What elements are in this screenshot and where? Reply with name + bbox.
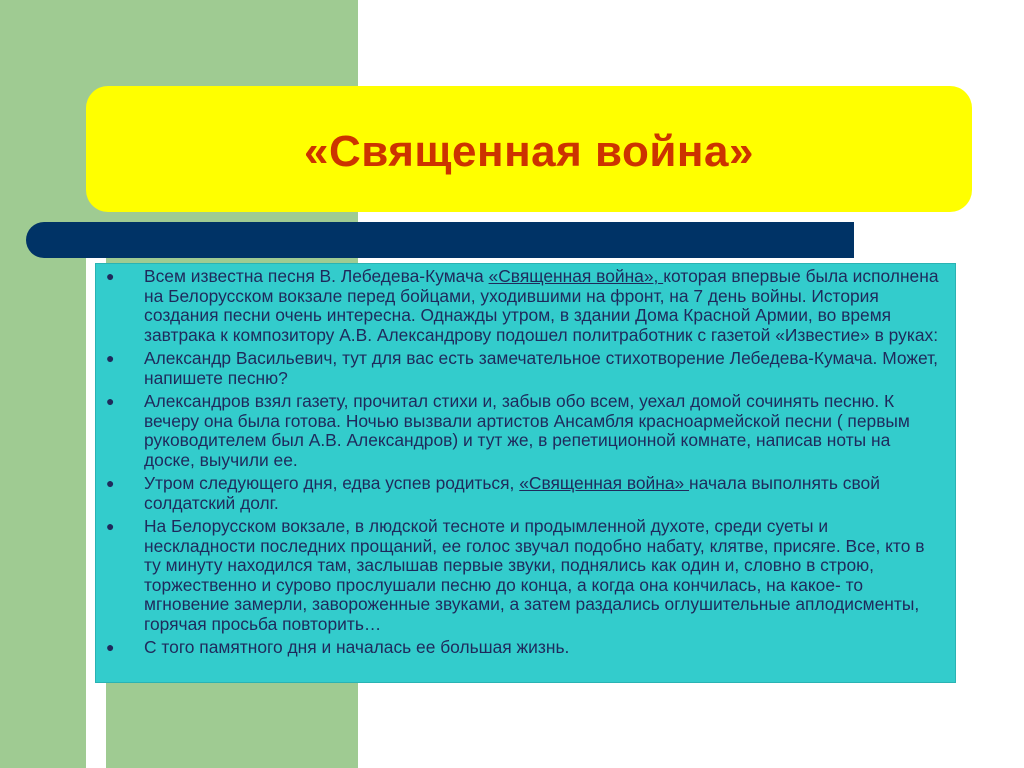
- navy-bar: [26, 222, 854, 258]
- paragraph-4-before: Утром следующего дня, едва успев родиться,: [144, 473, 520, 493]
- bullet-icon: ●: [106, 518, 115, 534]
- paragraph-2-text: Александр Васильевич, тут для вас есть замечательное стихотворение Лебедева-Кумача. Может, напишете песню?: [144, 348, 938, 388]
- bullet-item-5: [96, 517, 955, 634]
- bullet-list: [96, 267, 955, 662]
- bullet-item-3: [96, 392, 955, 470]
- paragraph-6-text: С того памятного дня и началась ее большая жизнь.: [144, 637, 570, 657]
- bullet-icon: ●: [106, 350, 115, 366]
- bullet-icon: ●: [106, 639, 115, 655]
- paragraph-1-after: которая впервые была исполнена на Белорусском вокзале перед бойцами, уходившими на фронт, на 7 день войны. История создания песни очень интересна. Однажды утром, в здании Дома Красной Армии, во время завтрака к композитору А.В. Александрову подошел политработник с газетой «Известие» в руках:: [144, 266, 939, 345]
- bullet-item-2: [96, 349, 955, 388]
- song-title-link[interactable]: «Священная война»,: [488, 266, 664, 286]
- slide-title: «Священная война»: [304, 127, 754, 176]
- paragraph-1-before: Всем известна песня В. Лебедева-Кумача: [144, 266, 489, 286]
- bullet-icon: ●: [106, 268, 115, 284]
- paragraph-5-text: На Белорусском вокзале, в людской тесноте и продымленной духоте, среди суеты и нескладности последних прощаний, ее голос звучал подобно набату, клятве, присяге. Все, кто в ту минуту находился там, заслышав первые звуки, поднялись как один и, словно в строю, торжественно и сурово прослушали песню до конца, а когда она кончилась, на какое- то мгновение замерли, завороженные звуками, а затем раздались оглушительные аплодисменты, горячая просьба повторить…: [144, 516, 925, 634]
- bullet-item-4: [96, 474, 955, 513]
- bullet-item-6: [96, 638, 955, 658]
- title-box: [86, 86, 972, 212]
- content-panel: [95, 263, 956, 683]
- song-title-link-2[interactable]: «Священная война»: [519, 473, 690, 493]
- bullet-icon: ●: [106, 393, 115, 409]
- bullet-item-1: [96, 267, 955, 345]
- paragraph-3-text: Александров взял газету, прочитал стихи и, забыв обо всем, уехал домой сочинять песню. К вечеру она была готова. Ночью вызвали артистов Ансамбля красноармейской песни ( первым руководителем был А.В. Александров) и тут же, в репетиционной комнате, написав ноты на доске, выучили ее.: [144, 391, 910, 470]
- paragraph-4-after: начала выполнять свой солдатский долг.: [144, 473, 880, 513]
- bullet-icon: ●: [106, 475, 115, 491]
